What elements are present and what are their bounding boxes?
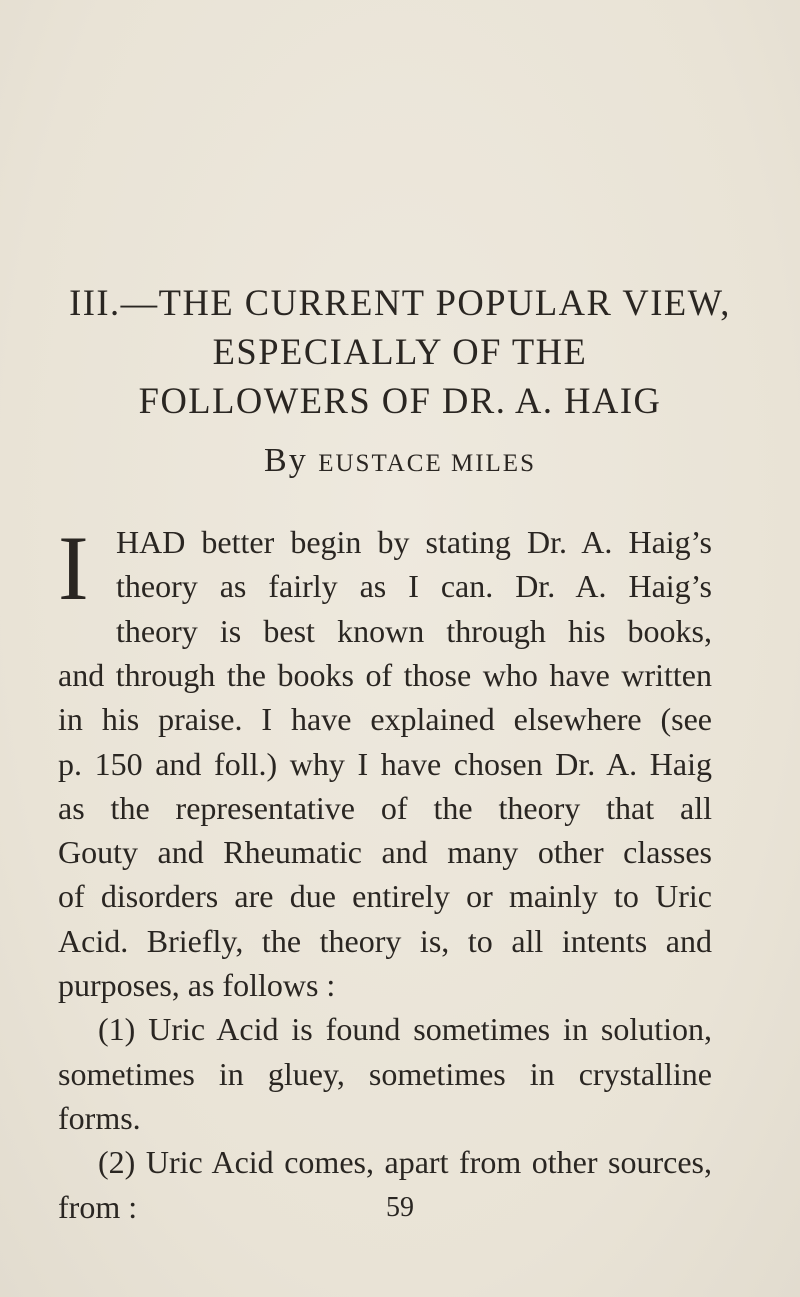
text-line: of disorders are due entirely or mainly to Uric — [58, 878, 712, 915]
chapter-heading — [40, 278, 760, 425]
page-number: 59 — [386, 1192, 414, 1223]
text-line: (1) Uric Acid is found sometimes in solution, — [98, 1011, 712, 1048]
author-byline — [0, 442, 800, 480]
text-line: in his praise. I have explained elsewhere (see — [58, 701, 712, 738]
drop-cap: I — [58, 517, 89, 619]
text-line: purposes, as follows : — [58, 967, 336, 1004]
body-text — [58, 653, 712, 1229]
text-line: as the representative of the theory that all — [58, 789, 712, 826]
text-line: p. 150 and foll.) why I have chosen Dr. A. Haig — [58, 745, 712, 782]
byline-by: By — [264, 442, 308, 479]
heading-line-3: FOLLOWERS OF DR. A. HAIG — [138, 380, 662, 421]
text-line: Acid. Briefly, the theory is, to all intents and — [58, 922, 712, 959]
text-line: and through the books of those who have written — [58, 657, 712, 693]
text-line: Gouty and Rheumatic and many other classes — [58, 834, 712, 871]
text-line: theory is best known through his books, — [116, 612, 712, 649]
paragraph-1-dropcap-lines — [116, 520, 712, 653]
author-name: EUSTACE MILES — [318, 450, 536, 477]
heading-line-2: ESPECIALLY OF THE — [212, 331, 588, 372]
text-line: theory as fairly as I can. Dr. A. Haig’s — [116, 568, 712, 605]
text-line: from : — [58, 1188, 138, 1225]
text-line: HAD better begin by stating Dr. A. Haig’s — [116, 524, 712, 560]
text-line: forms. — [58, 1099, 141, 1136]
text-line: (2) Uric Acid comes, apart from other sources, — [98, 1144, 712, 1181]
text-line: sometimes in gluey, sometimes in crystalline — [58, 1055, 712, 1092]
heading-line-1: III.—THE CURRENT POPULAR VIEW, — [69, 282, 731, 323]
